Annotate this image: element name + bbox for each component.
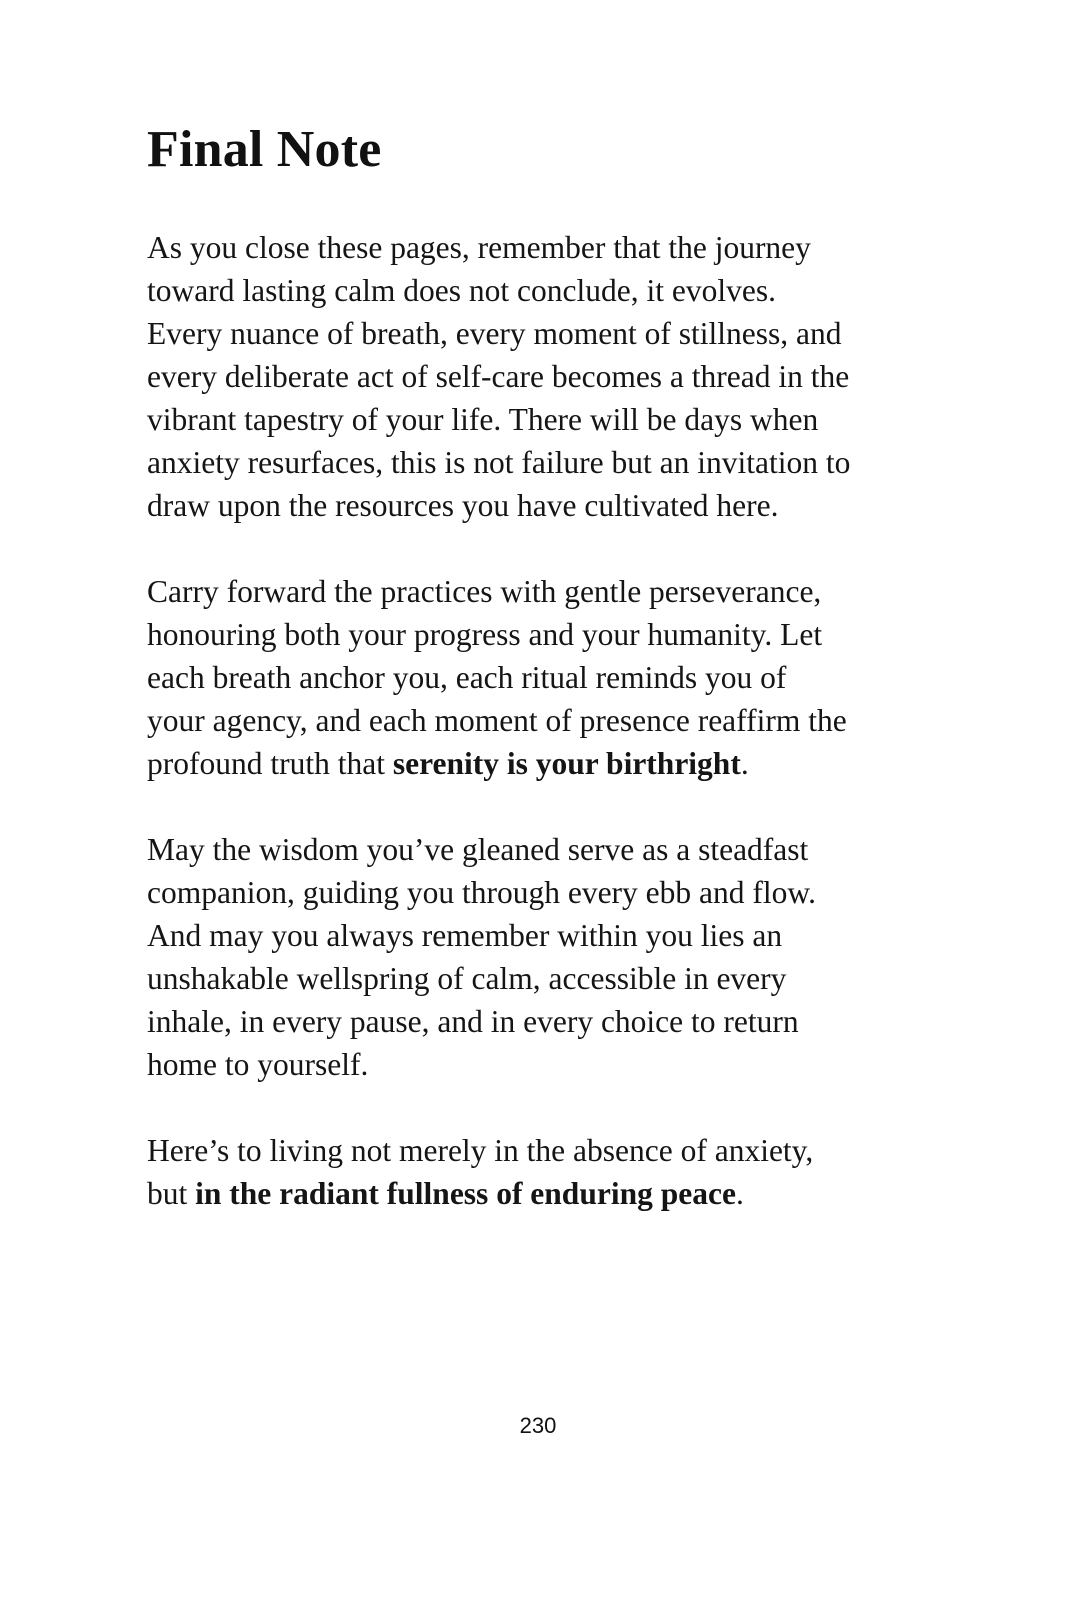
page-title: Final Note — [147, 121, 382, 178]
text-line: draw upon the resources you have cultivated here. — [147, 488, 779, 523]
bold-phrase: in the radiant fullness of enduring peace — [195, 1176, 736, 1211]
text-line: Here’s to living not merely in the absence of anxiety, — [147, 1133, 814, 1168]
paragraph-1 — [147, 226, 947, 527]
text-line: companion, guiding you through every ebb and flow. — [147, 875, 816, 910]
paragraph-2 — [147, 570, 947, 785]
text-line: vibrant tapestry of your life. There will be days when — [147, 402, 819, 437]
body-text — [147, 226, 947, 1258]
text-line: May the wisdom you’ve gleaned serve as a steadfast — [147, 832, 809, 867]
paragraph-3 — [147, 828, 947, 1086]
line-prefix: but — [147, 1176, 196, 1211]
text-line: honouring both your progress and your humanity. Let — [147, 617, 823, 652]
line-prefix: profound truth that — [147, 746, 393, 781]
text-line: toward lasting calm does not conclude, it evolves. — [147, 273, 776, 308]
text-line: your agency, and each moment of presence reaffirm the — [147, 703, 847, 738]
text-line: each breath anchor you, each ritual reminds you of — [147, 660, 787, 695]
paragraph-4 — [147, 1129, 947, 1215]
text-line: home to yourself. — [147, 1047, 369, 1082]
text-line-emphasis — [147, 742, 947, 785]
text-line: anxiety resurfaces, this is not failure but an invitation to — [147, 445, 851, 480]
line-suffix: . — [735, 1176, 744, 1211]
text-line: And may you always remember within you lies an — [147, 918, 783, 953]
text-line: inhale, in every pause, and in every choice to return — [147, 1004, 799, 1039]
text-line: Every nuance of breath, every moment of stillness, and — [147, 316, 842, 351]
text-line: every deliberate act of self-care becomes a thread in the — [147, 359, 850, 394]
text-line: unshakable wellspring of calm, accessible in every — [147, 961, 787, 996]
text-line: As you close these pages, remember that the journey — [147, 230, 811, 265]
line-suffix: . — [740, 746, 749, 781]
text-line-emphasis — [147, 1172, 947, 1215]
bold-phrase: serenity is your birthright — [392, 746, 741, 781]
page-number: 230 — [519, 1413, 557, 1438]
text-line: Carry forward the practices with gentle perseverance, — [147, 574, 822, 609]
